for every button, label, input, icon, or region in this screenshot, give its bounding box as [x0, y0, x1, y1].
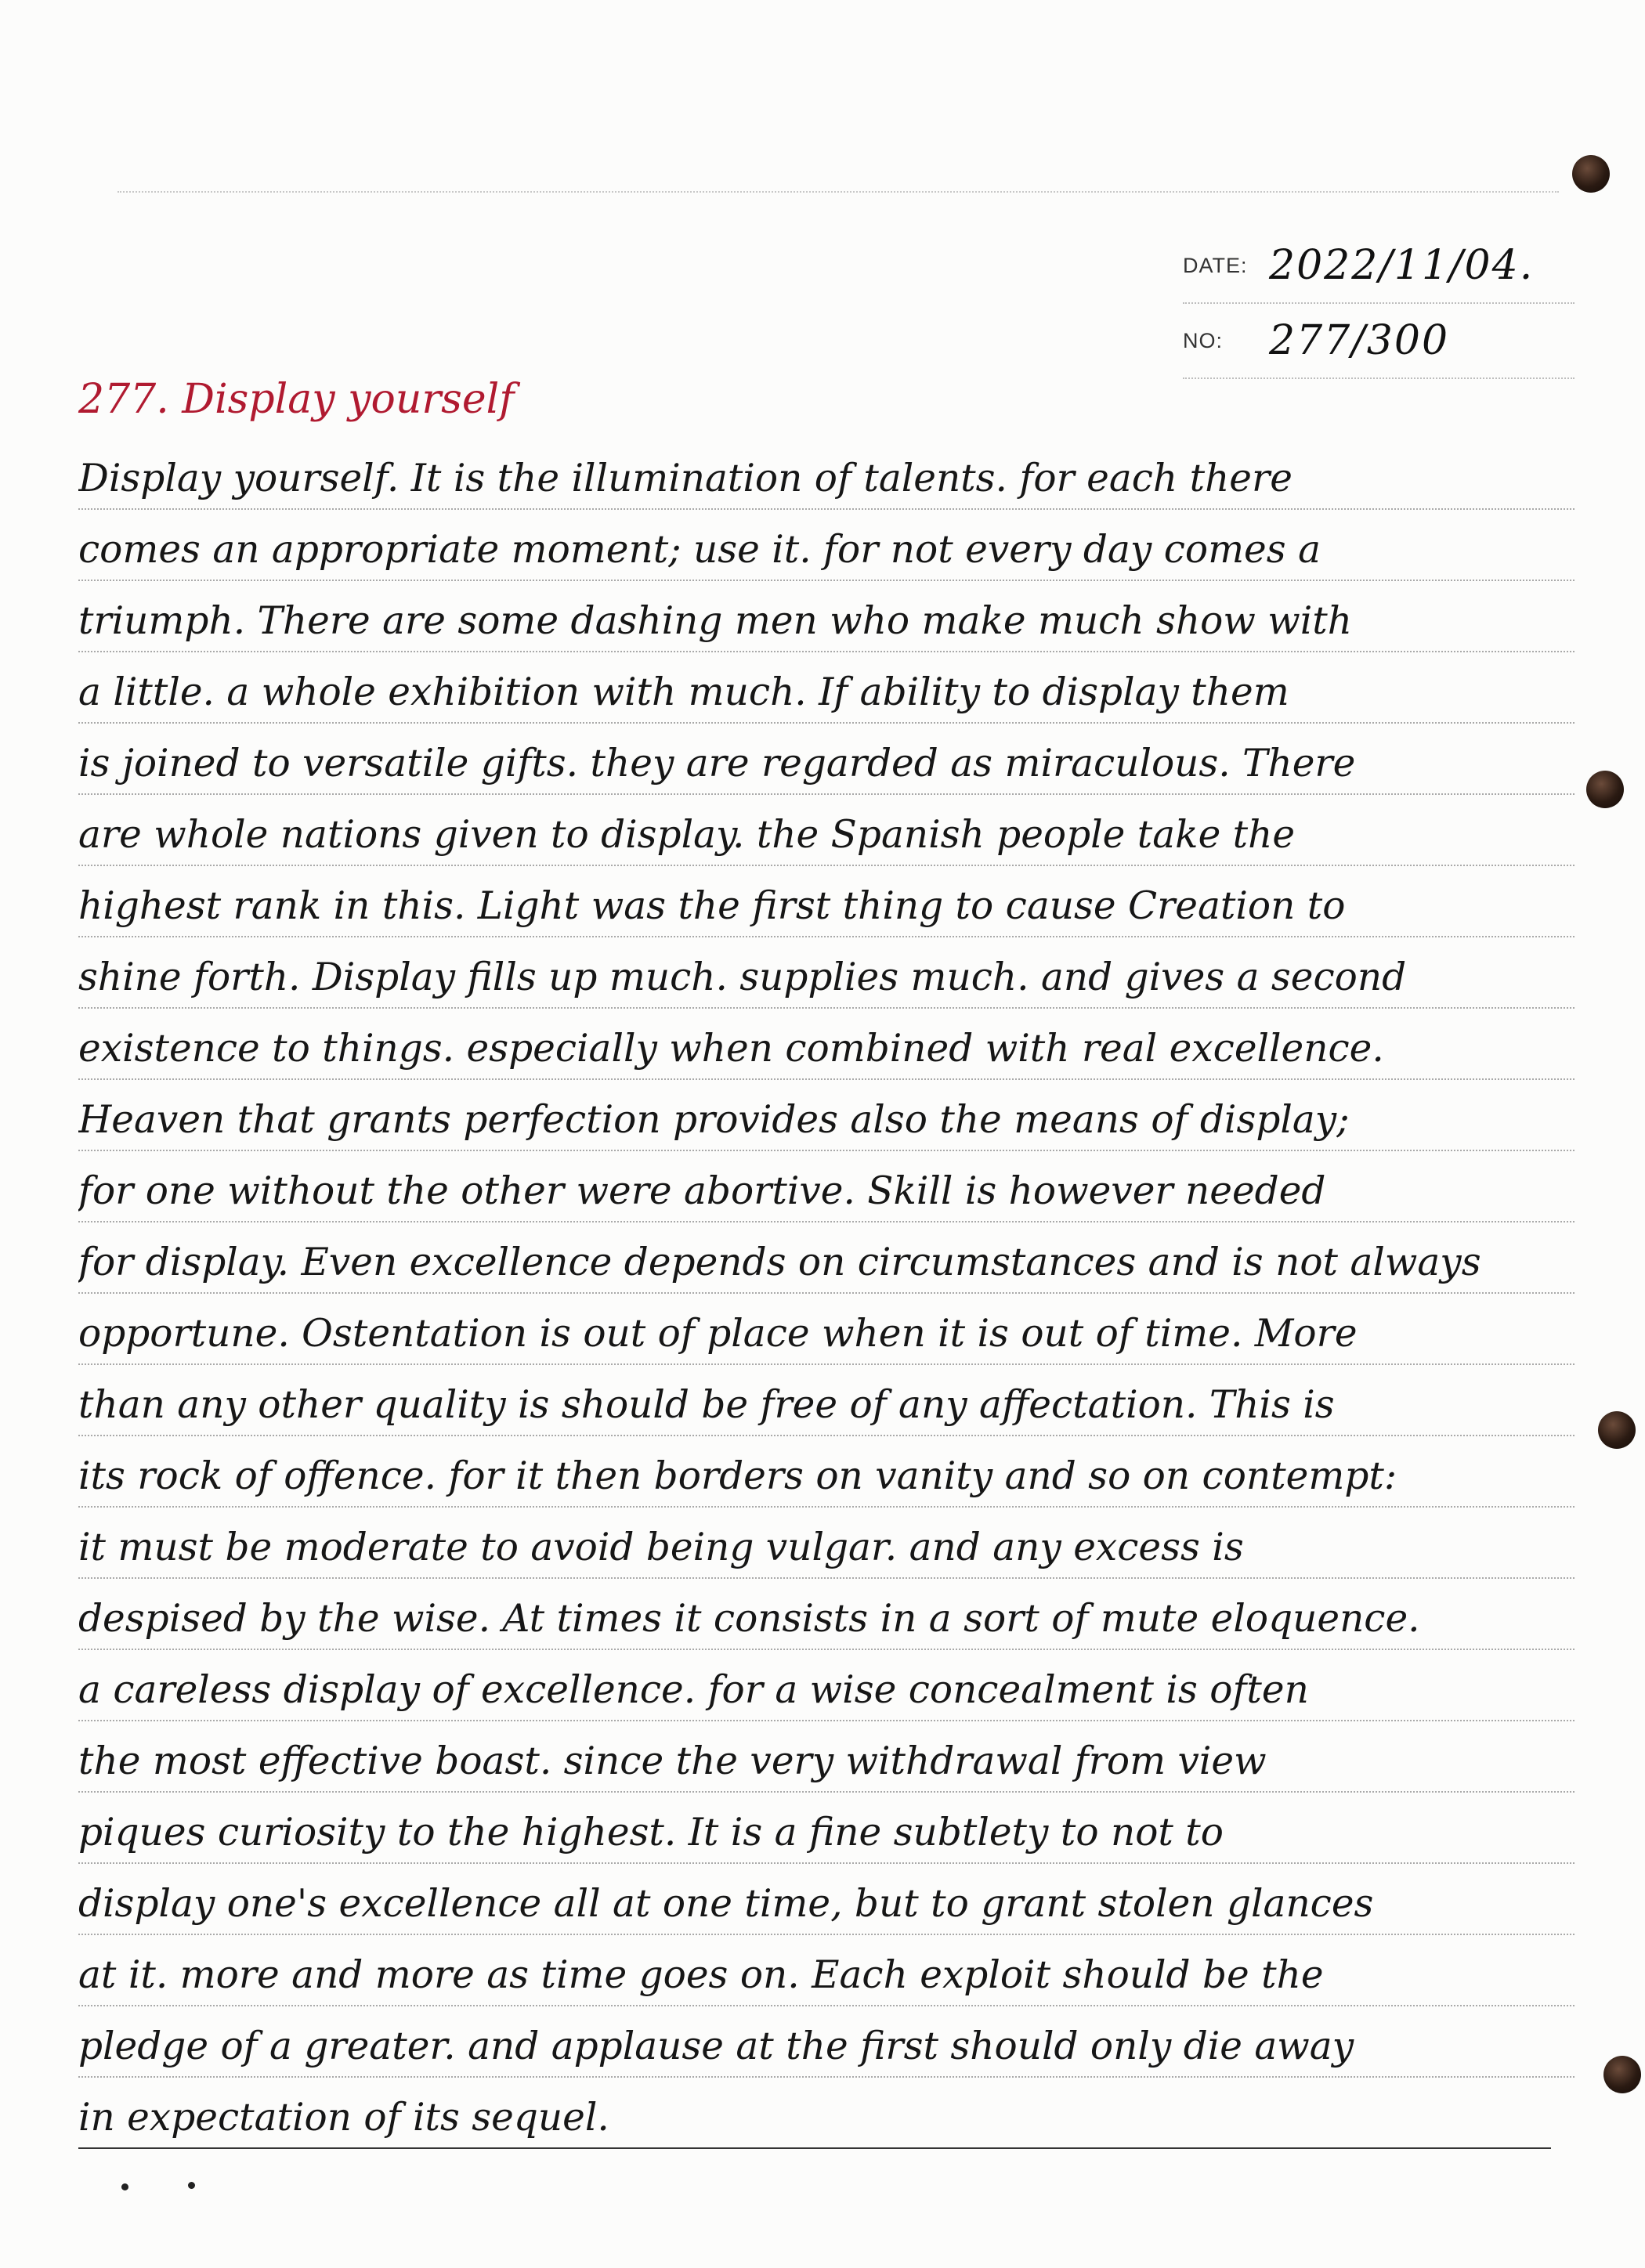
text-line: Heaven that grants perfection provides also the means of display;	[78, 1080, 1574, 1151]
ink-dot	[121, 2183, 128, 2190]
date-row	[1183, 229, 1574, 304]
handwritten-body	[78, 439, 1574, 2149]
text-line: than any other quality is should be free of any affectation. This is	[78, 1365, 1574, 1436]
text-line: a careless display of excellence. for a wise concealment is often	[78, 1650, 1574, 1721]
text-line: the most effective boast. since the very withdrawal from view	[78, 1721, 1574, 1793]
text-line: at it. more and more as time goes on. Each exploit should be the	[78, 1935, 1574, 2006]
text-line: a little. a whole exhibition with much. If ability to display them	[78, 652, 1574, 724]
top-rule	[118, 191, 1559, 193]
binder-hole	[1603, 2056, 1641, 2093]
number-value: 277/300	[1269, 317, 1450, 364]
binder-hole	[1572, 155, 1610, 193]
text-line: piques curiosity to the highest. It is a fine subtlety to not to	[78, 1793, 1574, 1864]
text-line: opportune. Ostentation is out of place when it is out of time. More	[78, 1294, 1574, 1365]
page-title: 277. Display yourself	[78, 376, 515, 423]
text-line: for display. Even excellence depends on circumstances and is not always	[78, 1222, 1574, 1294]
header-meta	[1183, 229, 1574, 379]
text-line: Display yourself. It is the illumination of talents. for each there	[78, 439, 1574, 510]
date-value: 2022/11/04.	[1269, 242, 1535, 289]
text-line-final: in expectation of its sequel.	[78, 2078, 1551, 2149]
binder-hole	[1586, 771, 1624, 808]
binder-hole	[1598, 1411, 1636, 1449]
text-line: it must be moderate to avoid being vulgar. and any excess is	[78, 1508, 1574, 1579]
text-line: pledge of a greater. and applause at the first should only die away	[78, 2006, 1574, 2078]
text-line: display one's excellence all at one time, but to grant stolen glances	[78, 1864, 1574, 1935]
text-line: highest rank in this. Light was the first thing to cause Creation to	[78, 866, 1574, 937]
text-line: are whole nations given to display. the Spanish people take the	[78, 795, 1574, 866]
text-line: for one without the other were abortive. Skill is however needed	[78, 1151, 1574, 1222]
text-line: despised by the wise. At times it consists in a sort of mute eloquence.	[78, 1579, 1574, 1650]
text-line: is joined to versatile gifts. they are regarded as miraculous. There	[78, 724, 1574, 795]
ink-dot	[188, 2182, 195, 2189]
text-line: existence to things. especially when combined with real excellence.	[78, 1009, 1574, 1080]
text-line: its rock of offence. for it then borders on vanity and so on contempt:	[78, 1436, 1574, 1508]
text-line: comes an appropriate moment; use it. for not every day comes a	[78, 510, 1574, 581]
number-label: NO:	[1183, 328, 1224, 352]
date-label: DATE:	[1183, 253, 1248, 277]
text-line: shine forth. Display fills up much. supplies much. and gives a second	[78, 937, 1574, 1009]
text-line: triumph. There are some dashing men who make much show with	[78, 581, 1574, 652]
number-row	[1183, 304, 1574, 379]
